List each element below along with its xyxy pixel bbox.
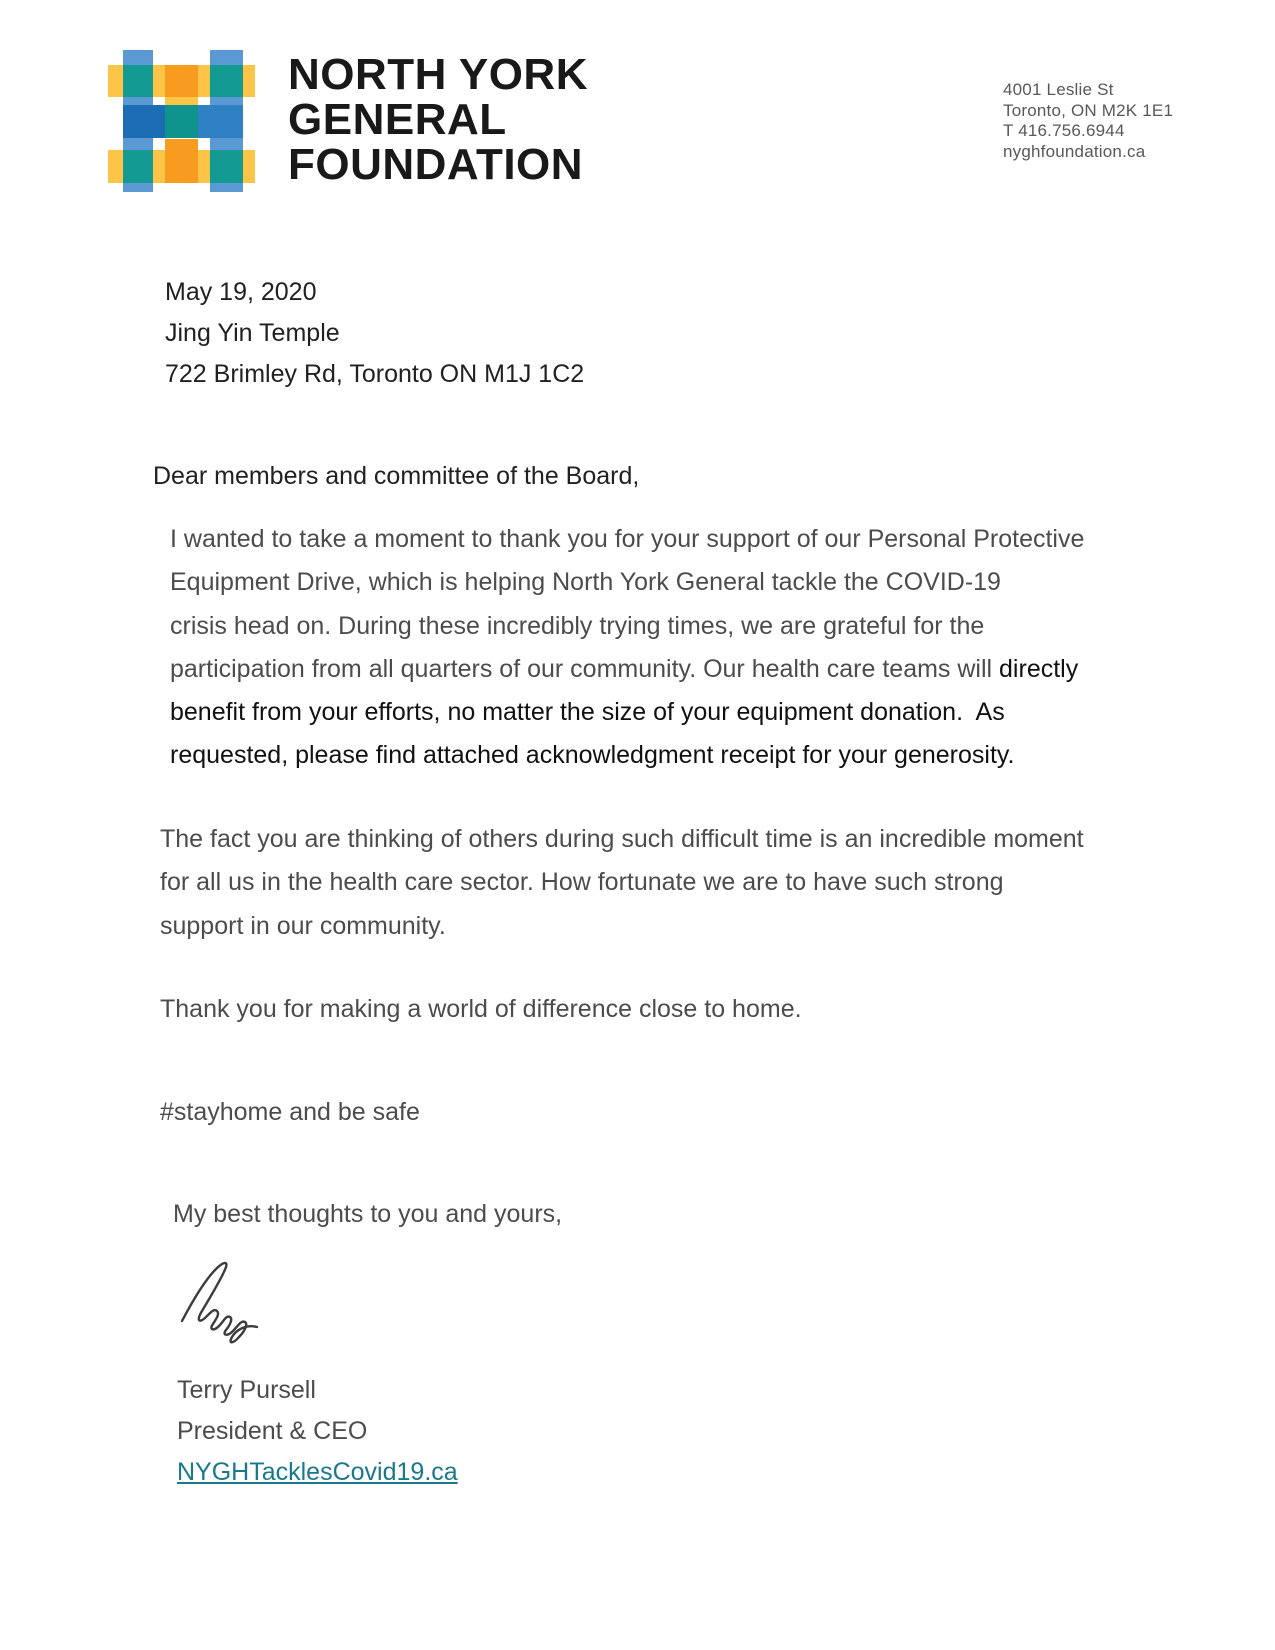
date-recipient-block xyxy=(165,272,584,395)
thanks-line: Thank you for making a world of difference close to home. xyxy=(160,995,802,1023)
hashtag-line: #stayhome and be safe xyxy=(160,1098,420,1126)
signature-scrawl xyxy=(178,1256,266,1349)
signature-name: Terry Pursell xyxy=(177,1376,316,1404)
logo-square xyxy=(165,105,198,138)
contact-block xyxy=(1003,80,1173,162)
logo-square xyxy=(123,150,153,183)
contact-phone: T 416.756.6944 xyxy=(1003,121,1125,140)
signature-link[interactable]: NYGHTacklesCovid19.ca xyxy=(177,1458,458,1486)
body-paragraph-2 xyxy=(160,818,1084,948)
signature-block xyxy=(177,1370,458,1493)
logo-wordmark xyxy=(288,52,588,187)
letter-date: May 19, 2020 xyxy=(165,278,317,306)
contact-street: 4001 Leslie St xyxy=(1003,80,1114,99)
paragraph-line: benefit from your efforts, no matter the size of your equipment donation. As xyxy=(170,698,1005,727)
paragraph-line: crisis head on. During these incredibly trying times, we are grateful for the xyxy=(170,611,985,640)
paragraph-line xyxy=(170,648,1084,691)
logo-square xyxy=(165,97,198,105)
paragraph-line: I wanted to take a moment to thank you for your support of our Personal Protective xyxy=(170,525,1085,553)
closing-line: My best thoughts to you and yours, xyxy=(173,1200,563,1228)
logo-square xyxy=(210,150,243,183)
logo-square xyxy=(210,65,243,97)
recipient-name: Jing Yin Temple xyxy=(165,319,340,347)
logo-square xyxy=(165,139,198,183)
logo-square xyxy=(123,65,153,97)
paragraph-text-gray: participation from all quarters of our community. Our health care teams will xyxy=(170,654,1000,683)
logo-wordmark-line: NORTH YORK xyxy=(288,50,588,99)
signature-title: President & CEO xyxy=(177,1417,368,1445)
logo-wordmark-line: FOUNDATION xyxy=(288,140,584,189)
paragraph-line: The fact you are thinking of others during such difficult time is an incredible moment xyxy=(160,825,1084,853)
logo-wordmark-line: GENERAL xyxy=(288,95,507,144)
paragraph-line: support in our community. xyxy=(160,911,446,940)
salutation: Dear members and committee of the Board, xyxy=(153,462,640,490)
contact-city: Toronto, ON M2K 1E1 xyxy=(1003,100,1174,120)
body-paragraph-1 xyxy=(170,518,1084,778)
logo-square xyxy=(165,65,198,97)
paragraph-line: for all us in the health care sector. How fortunate we are to have such strong xyxy=(160,868,1004,897)
foundation-logo-mark xyxy=(108,50,255,192)
contact-website: nyghfoundation.ca xyxy=(1003,141,1146,161)
paragraph-text-black: directly xyxy=(999,654,1079,683)
recipient-address: 722 Brimley Rd, Toronto ON M1J 1C2 xyxy=(165,360,585,388)
paragraph-line: requested, please find attached acknowledgment receipt for your generosity. xyxy=(170,741,1015,770)
paragraph-line: Equipment Drive, which is helping North York General tackle the COVID-19 xyxy=(170,568,1001,597)
